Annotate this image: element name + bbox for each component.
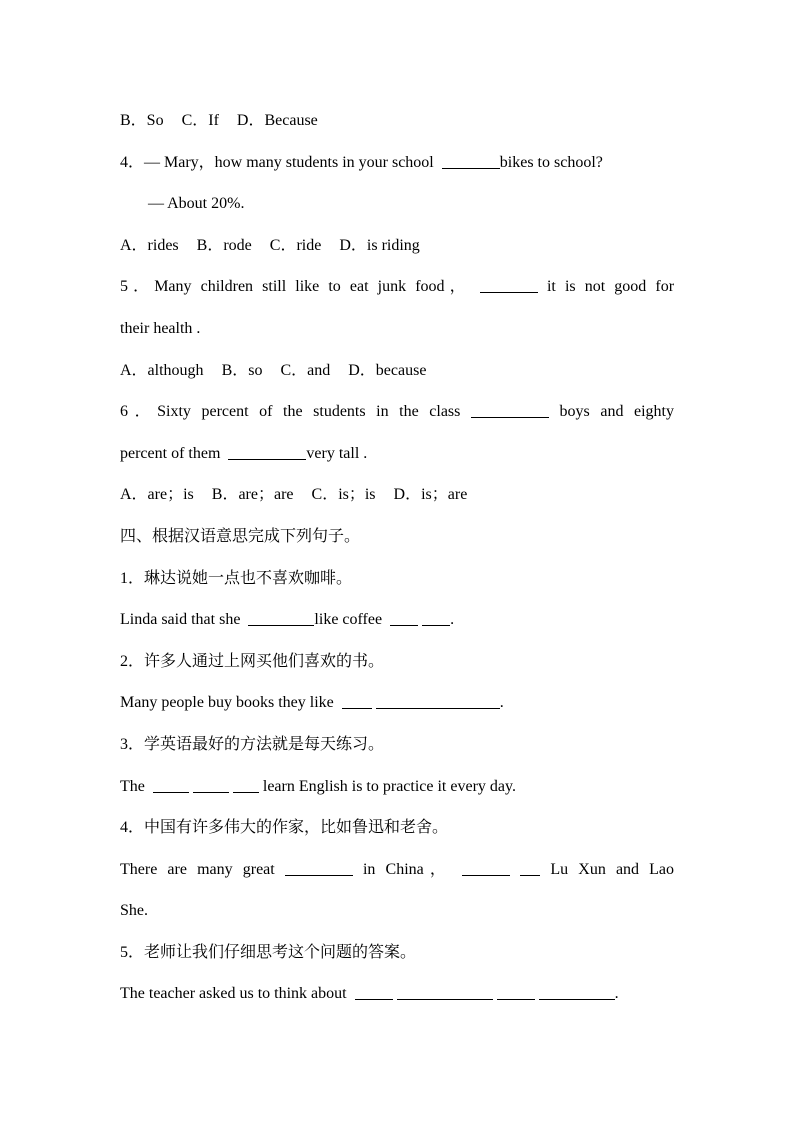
q6-option-a: A．are；is bbox=[120, 486, 194, 504]
item3-english bbox=[120, 766, 674, 808]
item3-text-a: The bbox=[120, 777, 145, 795]
item3-blank-1[interactable] bbox=[153, 776, 189, 793]
q4-option-b: B．rode bbox=[196, 236, 252, 254]
item5-chinese: 5．老师让我们仔细思考这个问题的答案。 bbox=[120, 943, 417, 961]
item4-text-b: in China， bbox=[362, 860, 452, 878]
q3-option-d: D．Because bbox=[236, 112, 318, 129]
q6-option-d: D．is；are bbox=[393, 486, 468, 504]
item4-text-c: Lu Xun and Lao bbox=[550, 860, 675, 878]
q6-option-b: B．are；are bbox=[211, 486, 294, 504]
q3-option-b: B．So bbox=[120, 112, 164, 129]
item1-period: . bbox=[450, 611, 455, 629]
item4-english-cont: She. bbox=[120, 902, 148, 920]
item1-blank-3[interactable] bbox=[422, 609, 450, 626]
q4-option-d: D．is riding bbox=[339, 236, 420, 254]
item2-blank-1[interactable] bbox=[342, 692, 372, 709]
q6-stem-part2: boys and eighty bbox=[559, 403, 675, 421]
q6-stem-part1: 6．Sixty percent of the students in the class bbox=[120, 403, 461, 421]
item3-chinese: 3．学英语最好的方法就是每天练习。 bbox=[120, 735, 385, 753]
q4-options bbox=[120, 225, 674, 267]
q6-stem-part3: percent of them bbox=[120, 444, 221, 462]
q4-stem-part2: bikes to school? bbox=[499, 153, 603, 171]
item5-blank-4[interactable] bbox=[539, 983, 615, 1000]
q4-option-a: A．rides bbox=[120, 236, 179, 254]
q6-stem-cont bbox=[120, 433, 674, 475]
q5-blank[interactable] bbox=[480, 276, 538, 293]
item5-blank-2[interactable] bbox=[397, 983, 493, 1000]
item3-text-b: learn English is to practice it every day. bbox=[262, 777, 516, 795]
item4-blank-1[interactable] bbox=[285, 859, 353, 876]
q4-stem-part1: 4．— Mary，how many students in your school bbox=[120, 153, 434, 171]
item4-chinese: 4．中国有许多伟大的作家，比如鲁迅和老舍。 bbox=[120, 819, 449, 837]
item3-blank-2[interactable] bbox=[193, 776, 229, 793]
item5-text-a: The teacher asked us to think about bbox=[120, 985, 347, 1003]
item1-chinese: 1．琳达说她一点也不喜欢咖啡。 bbox=[120, 569, 353, 587]
worksheet-page bbox=[120, 100, 674, 1015]
q4-option-c: C．ride bbox=[269, 236, 322, 254]
item5-blank-1[interactable] bbox=[355, 983, 393, 1000]
item3-blank-3[interactable] bbox=[233, 776, 259, 793]
item1-blank-2[interactable] bbox=[390, 609, 418, 626]
q6-option-c: C．is；is bbox=[311, 486, 376, 504]
q5-option-b: B．so bbox=[221, 361, 263, 379]
q6-stem-part4: very tall . bbox=[306, 444, 368, 462]
q5-stem-part1: 5．Many children still like to eat junk food， bbox=[120, 278, 471, 296]
item2-blank-2[interactable] bbox=[376, 692, 442, 709]
item1-blank-1[interactable] bbox=[248, 609, 314, 626]
q5-stem-part2: it is not good for bbox=[546, 278, 675, 296]
item2-period: . bbox=[499, 694, 504, 712]
q5-stem-cont: their health . bbox=[120, 319, 201, 337]
section-heading: 四、根据汉语意思完成下列句子。 bbox=[120, 527, 361, 545]
q6-blank-2[interactable] bbox=[228, 443, 306, 460]
q4-blank[interactable] bbox=[442, 152, 500, 169]
item2-english bbox=[120, 682, 674, 724]
q6-options bbox=[120, 474, 674, 516]
item5-period: . bbox=[614, 985, 619, 1003]
item1-english bbox=[120, 599, 674, 641]
q4-answer: — About 20%. bbox=[148, 195, 245, 213]
q5-option-c: C．and bbox=[280, 361, 331, 379]
item4-text-a: There are many great bbox=[120, 860, 275, 878]
q6-stem bbox=[120, 391, 674, 433]
item1-text-b: like coffee bbox=[314, 611, 383, 629]
item4-blank-2[interactable] bbox=[462, 859, 510, 876]
q5-option-a: A．although bbox=[120, 361, 204, 379]
item2-text-a: Many people buy books they like bbox=[120, 694, 334, 712]
item1-text-a: Linda said that she bbox=[120, 611, 241, 629]
item4-blank-3[interactable] bbox=[520, 859, 540, 876]
item2-chinese: 2．许多人通过上网买他们喜欢的书。 bbox=[120, 652, 385, 670]
q5-stem bbox=[120, 266, 674, 308]
q3-options bbox=[120, 100, 674, 142]
q6-blank-1[interactable] bbox=[471, 401, 549, 418]
item5-blank-3[interactable] bbox=[497, 983, 535, 1000]
q5-option-d: D．because bbox=[348, 361, 427, 379]
q4-stem bbox=[120, 142, 674, 184]
item2-blank-3[interactable] bbox=[442, 692, 500, 709]
item4-english bbox=[120, 849, 674, 891]
q5-options bbox=[120, 350, 674, 392]
item5-english bbox=[120, 973, 674, 1015]
q3-option-c: C．If bbox=[181, 112, 219, 129]
